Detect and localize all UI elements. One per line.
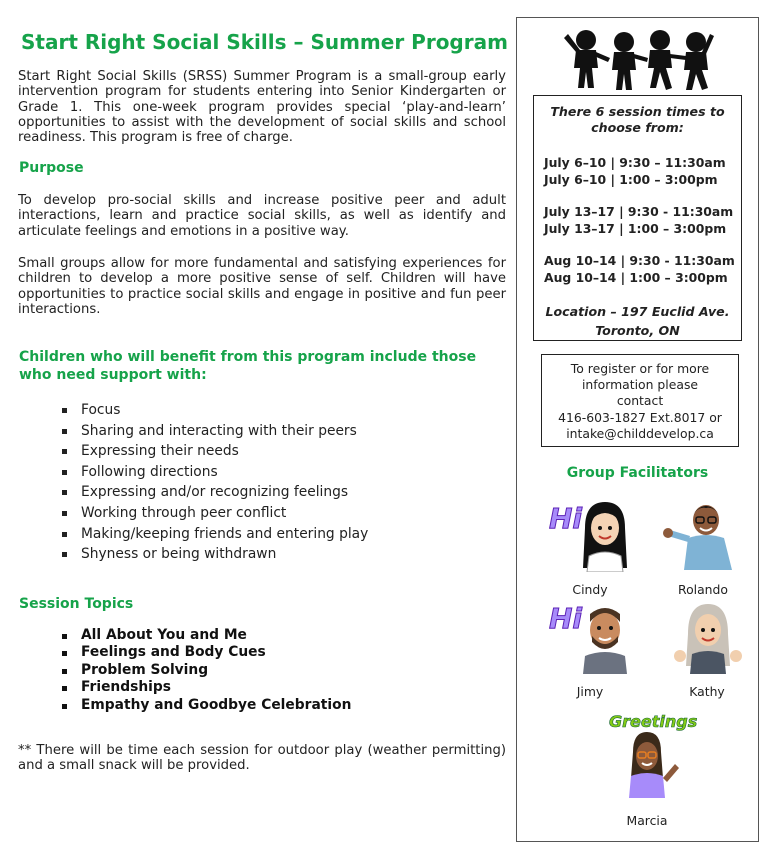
facilitator-jimy	[542, 600, 638, 699]
list-item: Expressing and/or recognizing feelings	[62, 482, 368, 503]
benefit-heading: Children who will benefit from this program include those who need support with:	[19, 349, 477, 383]
facilitator-name: Rolando	[678, 582, 728, 597]
list-item: Expressing their needs	[62, 441, 368, 462]
session-time: Aug 10–14 | 1:00 – 3:00pm	[544, 270, 728, 285]
list-item: Following directions	[62, 462, 368, 483]
list-item: Problem Solving	[62, 662, 351, 679]
session-time: July 6–10 | 9:30 – 11:30am	[544, 155, 726, 170]
register-email[interactable]: intake@childdevelop.ca	[566, 425, 714, 441]
facilitator-marcia	[597, 712, 697, 828]
schedule-heading: There 6 session times to choose from:	[550, 104, 725, 135]
location	[534, 302, 741, 340]
list-item: Making/keeping friends and entering play	[62, 524, 368, 545]
register-text: information please	[581, 377, 699, 393]
facilitator-cindy	[542, 498, 638, 597]
hi-text: Hi	[549, 502, 583, 535]
facilitators-heading: Group Facilitators	[566, 465, 709, 481]
avatar	[599, 712, 698, 798]
avatar	[666, 600, 748, 674]
session-time: Aug 10–14 | 9:30 - 11:30am	[544, 253, 735, 268]
list-item: Focus	[62, 400, 368, 421]
register-phone: 416-603-1827 Ext.8017 or	[558, 409, 722, 425]
list-item: Friendships	[62, 679, 351, 696]
page-title: Start Right Social Skills – Summer Program	[21, 30, 508, 54]
avatar	[662, 498, 744, 572]
list-item: Shyness or being withdrawn	[62, 544, 368, 565]
session-time: July 6–10 | 1:00 – 3:00pm	[544, 172, 718, 187]
kids-silhouette-icon	[562, 28, 716, 92]
register-box	[541, 354, 739, 447]
purpose-heading: Purpose	[19, 160, 84, 176]
intro-paragraph: Start Right Social Skills (SRSS) Summer Program is a small-group early intervention program for students entering into Senior Kindergarten or Grade 1. This one-week program provides special ‘play-and-learn’ opportunities to assist with the development of social skills and school readiness. This program is free of charge.	[18, 69, 506, 146]
location-address: Location – 197 Euclid Ave.	[545, 304, 730, 319]
list-item: Feelings and Body Cues	[62, 644, 351, 661]
purpose-paragraph-2: Small groups allow for more fundamental and satisfying experiences for children to develop a more positive sense of self. Children will have opportunities to practice social skills and engage in positive and fun peer interactions.	[18, 256, 506, 317]
footnote: ** There will be time each session for outdoor play (weather permitting) and a small snack will be provided.	[18, 743, 506, 774]
greetings-text: Greetings	[609, 712, 698, 731]
topics-list	[62, 627, 351, 714]
list-item: Empathy and Goodbye Celebration	[62, 697, 351, 714]
register-text: To register or for more	[570, 361, 710, 376]
facilitator-name: Jimy	[576, 684, 604, 699]
session-time: July 13–17 | 1:00 – 3:00pm	[544, 221, 727, 236]
avatar	[549, 600, 631, 674]
schedule-box	[533, 95, 742, 341]
topics-heading: Session Topics	[19, 596, 134, 612]
benefit-list	[62, 400, 368, 565]
register-text: contact	[616, 393, 664, 409]
facilitator-name: Cindy	[572, 582, 608, 597]
location-city: Toronto, ON	[595, 323, 680, 338]
hi-text: Hi	[549, 602, 583, 635]
facilitator-name: Kathy	[689, 684, 725, 699]
session-time: July 13–17 | 9:30 - 11:30am	[544, 204, 734, 219]
facilitator-kathy	[659, 600, 755, 699]
avatar	[549, 498, 631, 572]
purpose-paragraph-1: To develop pro-social skills and increase positive peer and adult interactions, learn and practice social skills, as well as identify and articulate feelings and emotions in a positive way.	[18, 193, 506, 239]
list-item: Sharing and interacting with their peers	[62, 421, 368, 442]
facilitator-rolando	[655, 498, 751, 597]
list-item: All About You and Me	[62, 627, 351, 644]
facilitator-name: Marcia	[626, 813, 668, 828]
list-item: Working through peer conflict	[62, 503, 368, 524]
